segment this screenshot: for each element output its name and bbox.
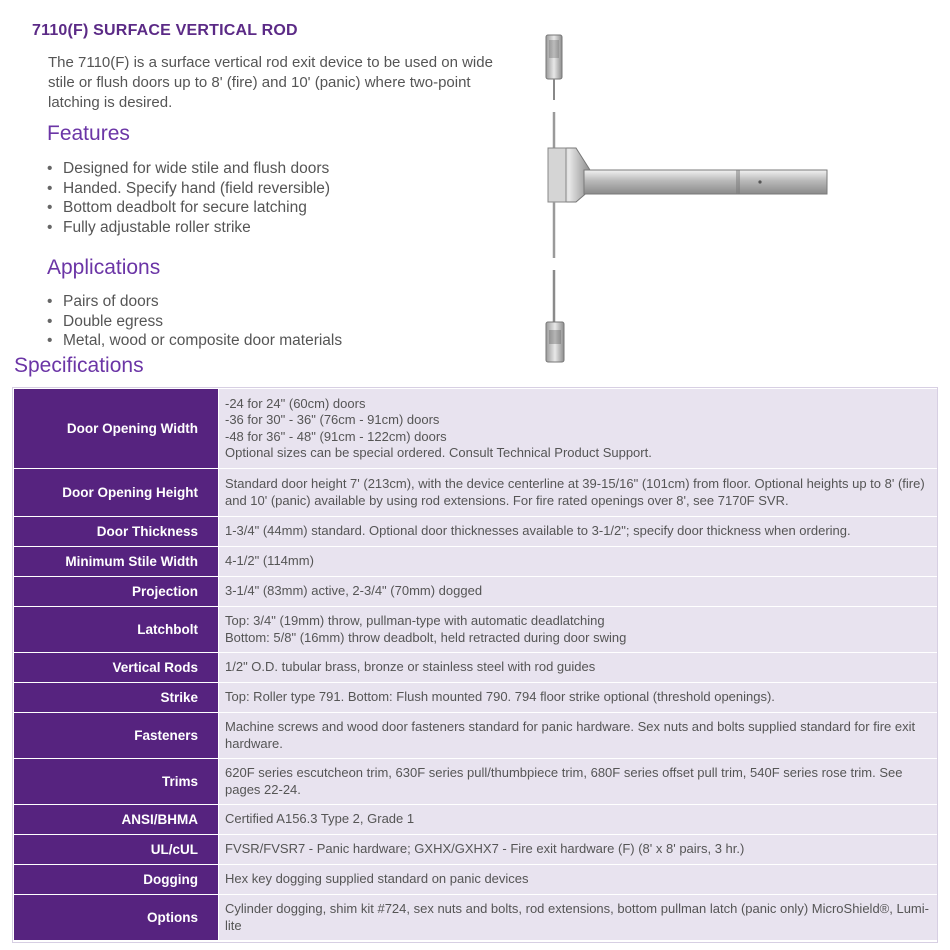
row-value: Top: Roller type 791. Bottom: Flush mounted 790. 794 floor strike optional (threshold openings). [219,683,938,713]
table-row [14,469,938,517]
row-label: Projection [14,577,219,607]
product-image [538,30,838,370]
list-item: • Bottom deadbolt for secure latching [47,198,330,218]
row-value: Certified A156.3 Type 2, Grade 1 [219,805,938,835]
table-row [14,835,938,865]
table-row [14,895,938,941]
row-value: 620F series escutcheon trim, 630F series pull/thumbpiece trim, 680F series offset pull trim, 540F series rose trim. See pages 22-24. [219,759,938,805]
row-label: Door Opening Width [14,389,219,469]
row-label: Vertical Rods [14,653,219,683]
row-value: Hex key dogging supplied standard on panic devices [219,865,938,895]
intro-paragraph: The 7110(F) is a surface vertical rod exit device to be used on wide stile or flush doors up to 8' (fire) and 10' (panic) where two-point latching is desired. [48,54,493,111]
table-row [14,805,938,835]
table-row [14,517,938,547]
list-item: • Pairs of doors [47,292,342,312]
row-value [219,389,938,469]
table-row [14,759,938,805]
row-value: Machine screws and wood door fasteners standard for panic hardware. Sex nuts and bolts supplied standard for fire exit hardware. [219,713,938,759]
value-line: -24 for 24" (60cm) doors [225,395,366,411]
row-label: Dogging [14,865,219,895]
table-row [14,865,938,895]
table-row [14,607,938,653]
applications-list [47,292,342,351]
row-value: Standard door height 7' (213cm), with the device centerline at 39-15/16" (101cm) from floor. Optional heights up to 8' (fire) and 10' (panic) available by using rod extensions. For fire rated openings over 8', see 7170F SVR. [219,469,938,517]
list-item: • Designed for wide stile and flush doors [47,159,330,179]
value-line: Optional sizes can be special ordered. Consult Technical Product Support. [225,445,652,460]
row-value: Cylinder dogging, shim kit #724, sex nuts and bolts, rod extensions, bottom pullman latch (panic only) MicroShield®, Lumi-lite [219,895,938,941]
row-label: Strike [14,683,219,713]
list-item: • Double egress [47,312,342,332]
specifications-table [13,388,938,941]
row-value: 3-1/4" (83mm) active, 2-3/4" (70mm) dogged [219,577,938,607]
value-line: Top: 3/4" (19mm) throw, pullman-type with automatic deadlatching [225,613,605,628]
row-value [219,607,938,653]
list-item: • Handed. Specify hand (field reversible) [47,179,330,199]
row-label: Fasteners [14,713,219,759]
list-item: • Metal, wood or composite door materials [47,331,342,351]
row-value: FVSR/FVSR7 - Panic hardware; GXHX/GXHX7 - Fire exit hardware (F) (8' x 8' pairs, 3 hr.) [219,835,938,865]
table-row [14,547,938,577]
value-line: Bottom: 5/8" (16mm) throw deadbolt, held retracted during door swing [225,629,627,645]
value-line: -36 for 30" - 36" (76cm - 91cm) doors [225,412,440,427]
table-row [14,683,938,713]
row-label: UL/cUL [14,835,219,865]
table-row [14,713,938,759]
value-line: -48 for 36" - 48" (91cm - 122cm) doors [225,428,447,444]
features-list [47,159,330,237]
features-heading: Features [47,122,130,145]
list-item: • Fully adjustable roller strike [47,218,330,238]
row-label: Trims [14,759,219,805]
page-title: 7110(F) SURFACE VERTICAL ROD [32,22,298,39]
row-label: Minimum Stile Width [14,547,219,577]
row-value: 4-1/2" (114mm) [219,547,938,577]
row-value: 1-3/4" (44mm) standard. Optional door thicknesses available to 3-1/2"; specify door thickness when ordering. [219,517,938,547]
specifications-heading: Specifications [14,354,144,377]
row-label: Options [14,895,219,941]
table-row [14,389,938,469]
row-label: Door Opening Height [14,469,219,517]
table-row [14,653,938,683]
row-label: Door Thickness [14,517,219,547]
applications-heading: Applications [47,256,161,279]
row-label: ANSI/BHMA [14,805,219,835]
row-label: Latchbolt [14,607,219,653]
row-value: 1/2" O.D. tubular brass, bronze or stainless steel with rod guides [219,653,938,683]
table-row [14,577,938,607]
